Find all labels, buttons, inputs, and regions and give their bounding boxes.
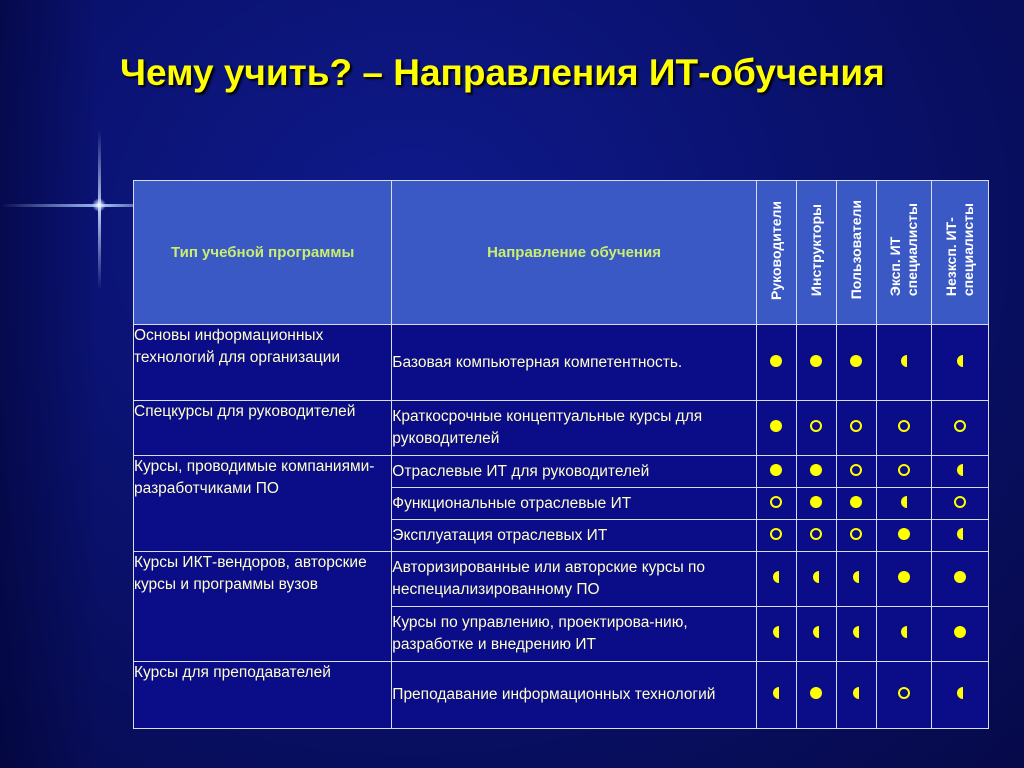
filled-circle-icon	[850, 496, 862, 508]
audience-mark-cell	[796, 662, 836, 729]
audience-label: Руководители	[767, 200, 784, 300]
header-program-type	[134, 181, 392, 325]
audience-mark-cell	[931, 607, 988, 662]
empty-circle-icon	[810, 528, 822, 540]
audience-mark-cell	[876, 662, 931, 729]
audience-label: Инструкторы	[807, 203, 824, 297]
direction-cell: Курсы по управлению, проектирова-нию, разработке и внедрению ИТ	[392, 607, 756, 662]
half-circle-icon	[850, 626, 862, 638]
empty-circle-icon	[898, 464, 910, 476]
header-audience-managers	[756, 181, 796, 325]
audience-mark-cell	[931, 552, 988, 607]
table-row	[134, 325, 989, 401]
audience-mark-cell	[836, 401, 876, 456]
training-directions-table	[133, 180, 989, 729]
audience-mark-cell	[836, 520, 876, 552]
direction-cell: Эксплуатация отраслевых ИТ	[392, 520, 756, 552]
half-circle-icon	[810, 626, 822, 638]
audience-mark-cell	[756, 401, 796, 456]
audience-mark-cell	[796, 607, 836, 662]
empty-circle-icon	[810, 420, 822, 432]
header-audience-users	[836, 181, 876, 325]
audience-mark-cell	[756, 488, 796, 520]
empty-circle-icon	[898, 687, 910, 699]
audience-mark-cell	[876, 552, 931, 607]
table-row	[134, 456, 989, 488]
empty-circle-icon	[954, 420, 966, 432]
filled-circle-icon	[810, 464, 822, 476]
audience-label: Пользователи	[847, 200, 864, 300]
audience-mark-cell	[876, 488, 931, 520]
audience-mark-cell	[836, 325, 876, 401]
filled-circle-icon	[898, 528, 910, 540]
audience-mark-cell	[931, 325, 988, 401]
filled-circle-icon	[954, 571, 966, 583]
program-type-cell: Курсы ИКТ-вендоров, авторские курсы и программы вузов	[134, 552, 392, 662]
sparkle-star-icon	[92, 198, 106, 212]
half-circle-icon	[954, 528, 966, 540]
empty-circle-icon	[770, 528, 782, 540]
half-circle-icon	[954, 355, 966, 367]
slide-title: Чему учить? – Направления ИТ-обучения	[120, 52, 885, 93]
filled-circle-icon	[770, 464, 782, 476]
audience-mark-cell	[931, 662, 988, 729]
audience-mark-cell	[836, 662, 876, 729]
audience-mark-cell	[796, 520, 836, 552]
half-circle-icon	[954, 464, 966, 476]
filled-circle-icon	[810, 687, 822, 699]
audience-mark-cell	[756, 662, 796, 729]
half-circle-icon	[850, 687, 862, 699]
table-body	[134, 325, 989, 729]
half-circle-icon	[898, 626, 910, 638]
table-row	[134, 552, 989, 607]
audience-mark-cell	[796, 552, 836, 607]
audience-mark-cell	[876, 607, 931, 662]
table-row	[134, 401, 989, 456]
header-program-type-label: Тип учебной программы	[171, 243, 355, 261]
header-audience-inexperienced-it	[931, 181, 988, 325]
half-circle-icon	[810, 571, 822, 583]
audience-mark-cell	[876, 401, 931, 456]
audience-mark-cell	[876, 520, 931, 552]
audience-mark-cell	[756, 552, 796, 607]
half-circle-icon	[770, 626, 782, 638]
header-audience-experienced-it	[876, 181, 931, 325]
table-row	[134, 662, 989, 729]
direction-cell: Функциональные отраслевые ИТ	[392, 488, 756, 520]
audience-mark-cell	[756, 456, 796, 488]
program-type-cell: Основы информационных технологий для организации	[134, 325, 392, 401]
audience-label: Незксп. ИТ- специалисты	[942, 203, 976, 297]
program-type-cell: Спецкурсы для руководителей	[134, 401, 392, 456]
program-type-cell: Курсы для преподавателей	[134, 662, 392, 729]
direction-cell: Авторизированные или авторские курсы по неспециализированному ПО	[392, 552, 756, 607]
audience-mark-cell	[931, 520, 988, 552]
half-circle-icon	[898, 496, 910, 508]
half-circle-icon	[770, 687, 782, 699]
audience-mark-cell	[876, 325, 931, 401]
header-direction	[392, 181, 756, 325]
audience-mark-cell	[756, 607, 796, 662]
audience-mark-cell	[796, 488, 836, 520]
filled-circle-icon	[770, 355, 782, 367]
half-circle-icon	[770, 571, 782, 583]
filled-circle-icon	[850, 355, 862, 367]
filled-circle-icon	[954, 626, 966, 638]
audience-mark-cell	[796, 401, 836, 456]
empty-circle-icon	[850, 464, 862, 476]
empty-circle-icon	[850, 528, 862, 540]
direction-cell: Преподавание информационных технологий	[392, 662, 756, 729]
half-circle-icon	[850, 571, 862, 583]
audience-mark-cell	[931, 488, 988, 520]
audience-mark-cell	[756, 325, 796, 401]
audience-mark-cell	[796, 325, 836, 401]
filled-circle-icon	[898, 571, 910, 583]
half-circle-icon	[954, 687, 966, 699]
direction-cell: Краткосрочные концептуальные курсы для руководителей	[392, 401, 756, 456]
audience-label: Эксп. ИТ специалисты	[886, 203, 920, 297]
filled-circle-icon	[770, 420, 782, 432]
audience-mark-cell	[836, 456, 876, 488]
filled-circle-icon	[810, 355, 822, 367]
empty-circle-icon	[898, 420, 910, 432]
header-direction-label: Направление обучения	[487, 243, 661, 261]
direction-cell: Базовая компьютерная компетентность.	[392, 325, 756, 401]
empty-circle-icon	[770, 496, 782, 508]
empty-circle-icon	[850, 420, 862, 432]
audience-mark-cell	[756, 520, 796, 552]
audience-mark-cell	[836, 607, 876, 662]
audience-mark-cell	[931, 401, 988, 456]
empty-circle-icon	[954, 496, 966, 508]
half-circle-icon	[898, 355, 910, 367]
audience-mark-cell	[876, 456, 931, 488]
filled-circle-icon	[810, 496, 822, 508]
left-shadow-band	[0, 0, 100, 768]
program-type-cell: Курсы, проводимые компаниями-разработчиками ПО	[134, 456, 392, 552]
audience-mark-cell	[931, 456, 988, 488]
direction-cell: Отраслевые ИТ для руководителей	[392, 456, 756, 488]
audience-mark-cell	[796, 456, 836, 488]
audience-mark-cell	[836, 552, 876, 607]
audience-mark-cell	[836, 488, 876, 520]
header-audience-instructors	[796, 181, 836, 325]
